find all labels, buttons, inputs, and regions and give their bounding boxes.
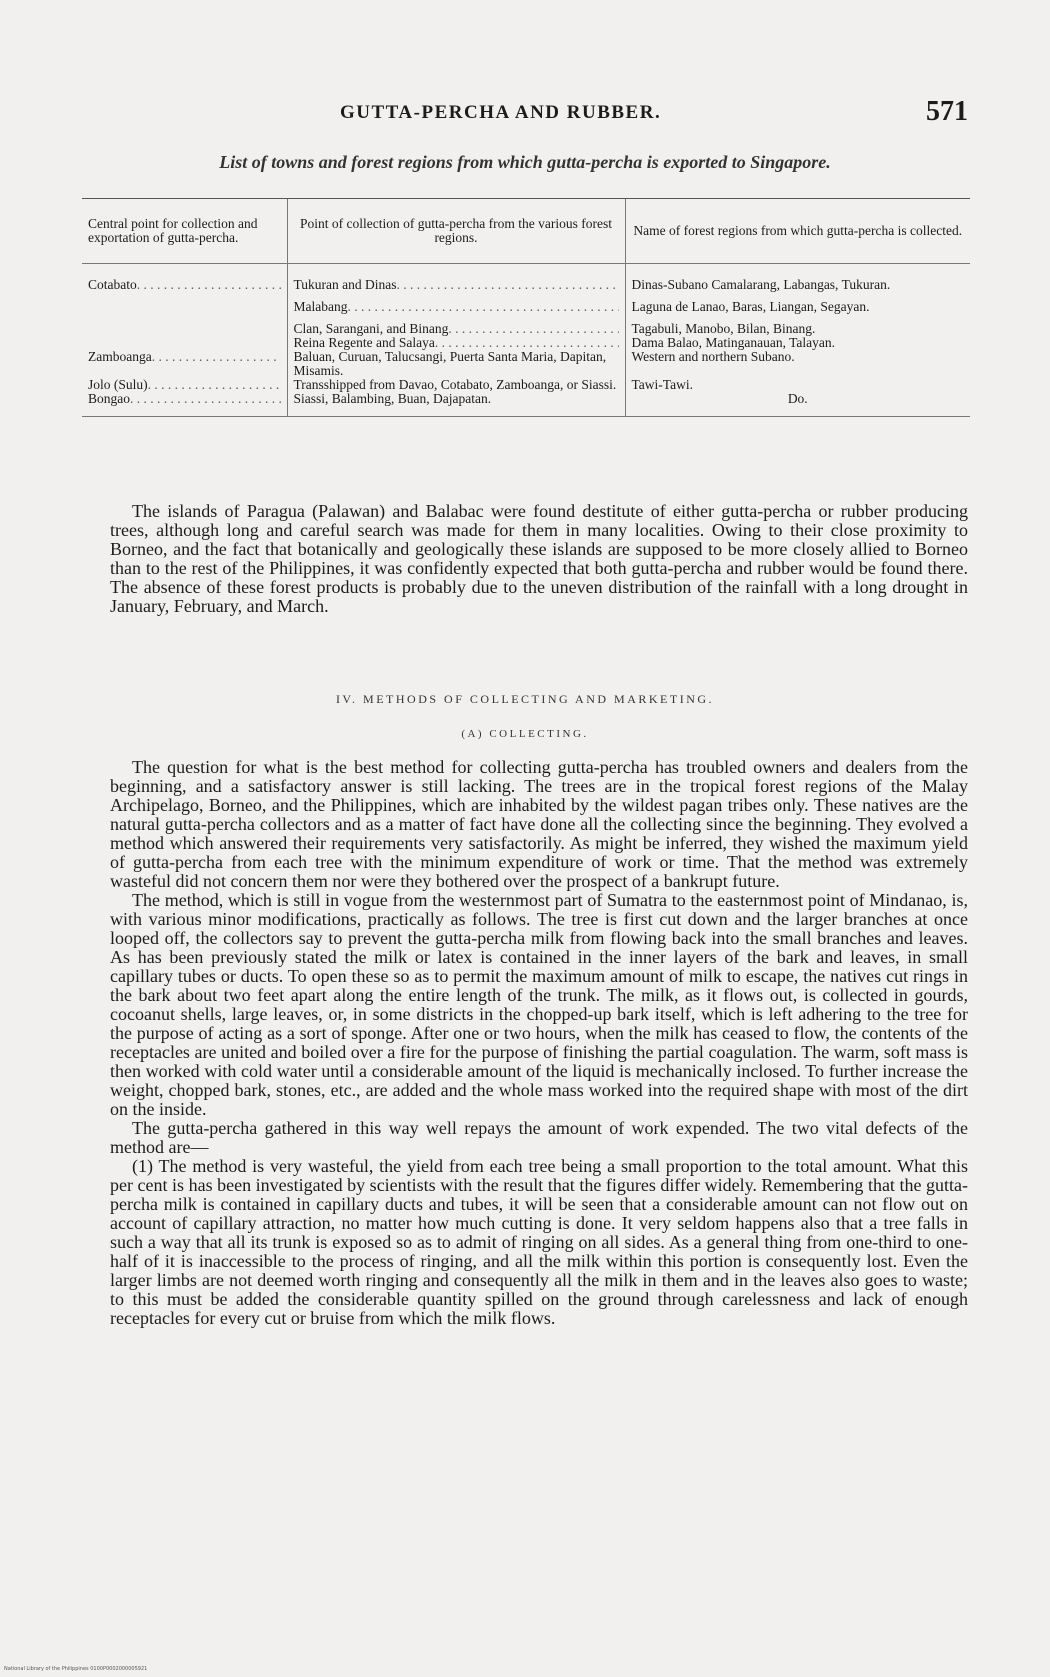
- point-cell: Transshipped from Davao, Cotabato, Zamboanga, or Siassi.: [287, 378, 625, 392]
- table-row: [82, 392, 970, 417]
- table-row: [82, 264, 970, 293]
- table-row: [82, 378, 970, 392]
- header-forest-regions: Name of forest regions from which gutta-percha is collected.: [625, 199, 970, 264]
- central-point-cell: Bongao . . .: [88, 392, 281, 406]
- paragraph: (1) The method is very wasteful, the yield from each tree being a small proportion to the total amount. What this per cent is has been investigated by scientists with the result that the figures differ widely. Remembering that the gutta-percha milk is contained in capillary ducts and tubes, it will be seen that a considerable amount can not flow out on account of capillary attraction, no matter how much cutting is done. It very seldom happens also that a tree falls in such a way that all its trunk is exposed so as to admit of ringing on all sides. As a general thing from one-third to one-half of it is inaccessible to the process of ringing, and all the milk within this portion is consequently lost. Even the larger limbs are not deemed worth ringing and consequently all the milk in them and in the leaves also goes to waste; to this must be added the considerable quantity spilled on the ground through carelessness and lack of enough receptacles for every cut or bruise from which the milk flows.: [110, 1156, 968, 1328]
- table-caption: List of towns and forest regions from which gutta-percha is exported to Singapore.: [219, 152, 831, 172]
- paragraph: The question for what is the best method for collecting gutta-percha has troubled owners and dealers from the beginning, and a satisfactory answer is still lacking. The trees are in the tropical forest regions of the Malay Archipelago, Borneo, and the Philippines, which are inhabited by the wildest pagan tribes only. These natives are the natural gutta-percha collectors and as a matter of fact have done all the collecting since the beginning. They evolved a method which answered their requirements very satisfactorily. As might be inferred, they wished the maximum yield of gutta-percha from each tree with the minimum expenditure of work or time. That the method was extremely wasteful did not concern them nor were they bothered over the prospect of a bankrupt future.: [110, 757, 968, 891]
- central-point-cell: Cotabato . . .: [88, 278, 281, 292]
- collecting-text: [110, 758, 968, 1328]
- towns-table: [82, 198, 970, 417]
- section-heading: IV. METHODS OF COLLECTING AND MARKETING.: [335, 692, 715, 706]
- running-title: GUTTA-PERCHA AND RUBBER.: [340, 102, 662, 123]
- table-row: [82, 292, 970, 314]
- regions-cell: Dinas-Subano Camalarang, Labangas, Tukuran.: [625, 264, 970, 293]
- footer-note: National Library of the Philippines 0100P0002000005921: [4, 1666, 148, 1672]
- point-cell: Malabang . . .: [294, 300, 619, 314]
- header-central-point: Central point for collection and exportation of gutta-percha.: [82, 199, 287, 264]
- regions-cell: Dama Balao, Matinganauan, Talayan.: [625, 336, 970, 350]
- point-cell: Reina Regente and Salaya . . .: [294, 336, 619, 350]
- islands-paragraph: The islands of Paragua (Palawan) and Balabac were found destitute of either gutta-percha or rubber producing trees, although long and careful search was made for them in many localities. Owing to their close proximity to Borneo, and the fact that botanically and geologically these islands are supposed to be more closely allied to Borneo than to the rest of the Philippines, it was confidently expected that both gutta-percha and rubber would be found there. The absence of these forest products is probably due to the uneven distribution of the rainfall with a long drought in January, February, and March.: [110, 501, 968, 616]
- table-row: [82, 350, 970, 378]
- paragraph: The method, which is still in vogue from the westernmost part of Sumatra to the easternmost point of Mindanao, is, with various minor modifications, practically as follows. The tree is first cut down and the larger branches at once looped off, the collectors say to prevent the gutta-percha milk from flowing back into the small branches and leaves. As has been previously stated the milk or latex is contained in the inner layers of the bark and leaves, in small capillary tubes or ducts. To open these so as to permit the maximum amount of milk to escape, the natives cut rings in the bark about two feet apart along the entire length of the trunk. The milk, as it flows out, is collected in gourds, cocoanut shells, large leaves, or, in some districts in the chopped-up bark itself, which is left adhering to the tree for the purpose of acting as a sort of sponge. After one or two hours, when the milk has ceased to flow, the contents of the receptacles are united and boiled over a fire for the purpose of finishing the partial coagulation. The warm, soft mass is then worked with cold water until a considerable amount of the liquid is mechanically inclosed. To further increase the weight, chopped bark, stones, etc., are added and the whole mass worked into the required shape with most of the dirt on the inside.: [110, 890, 968, 1119]
- page-number: 571: [926, 96, 968, 127]
- islands-paragraph-block: [110, 502, 968, 616]
- regions-cell: Tagabuli, Manobo, Bilan, Binang.: [625, 314, 970, 336]
- central-point-cell: [82, 336, 287, 350]
- regions-cell: Laguna de Lanao, Baras, Liangan, Segayan.: [625, 292, 970, 314]
- table-header-row: [82, 199, 970, 264]
- central-point-cell: Zamboanga . . .: [88, 350, 281, 364]
- point-cell: Baluan, Curuan, Talucsangi, Puerta Santa Maria, Dapitan, Misamis.: [287, 350, 625, 378]
- table-row: [82, 336, 970, 350]
- central-point-cell: [82, 314, 287, 336]
- table-row: [82, 314, 970, 336]
- point-cell: Clan, Sarangani, and Binang . . .: [294, 322, 619, 336]
- point-cell: Siassi, Balambing, Buan, Dajapatan.: [287, 392, 625, 417]
- page-header: [0, 96, 1050, 136]
- regions-cell: Tawi-Tawi.: [625, 378, 970, 392]
- header-point-of-collection: Point of collection of gutta-percha from the various forest regions.: [287, 199, 625, 264]
- point-cell: Tukuran and Dinas . . .: [294, 278, 619, 292]
- regions-cell: Western and northern Subano.: [625, 350, 970, 378]
- central-point-cell: Jolo (Sulu) . . .: [88, 378, 281, 392]
- paragraph: The gutta-percha gathered in this way well repays the amount of work expended. The two vital defects of the method are—: [110, 1118, 968, 1157]
- subsection-heading: (A) COLLECTING.: [461, 728, 589, 740]
- regions-cell: Do.: [625, 392, 970, 417]
- central-point-cell: [82, 292, 287, 314]
